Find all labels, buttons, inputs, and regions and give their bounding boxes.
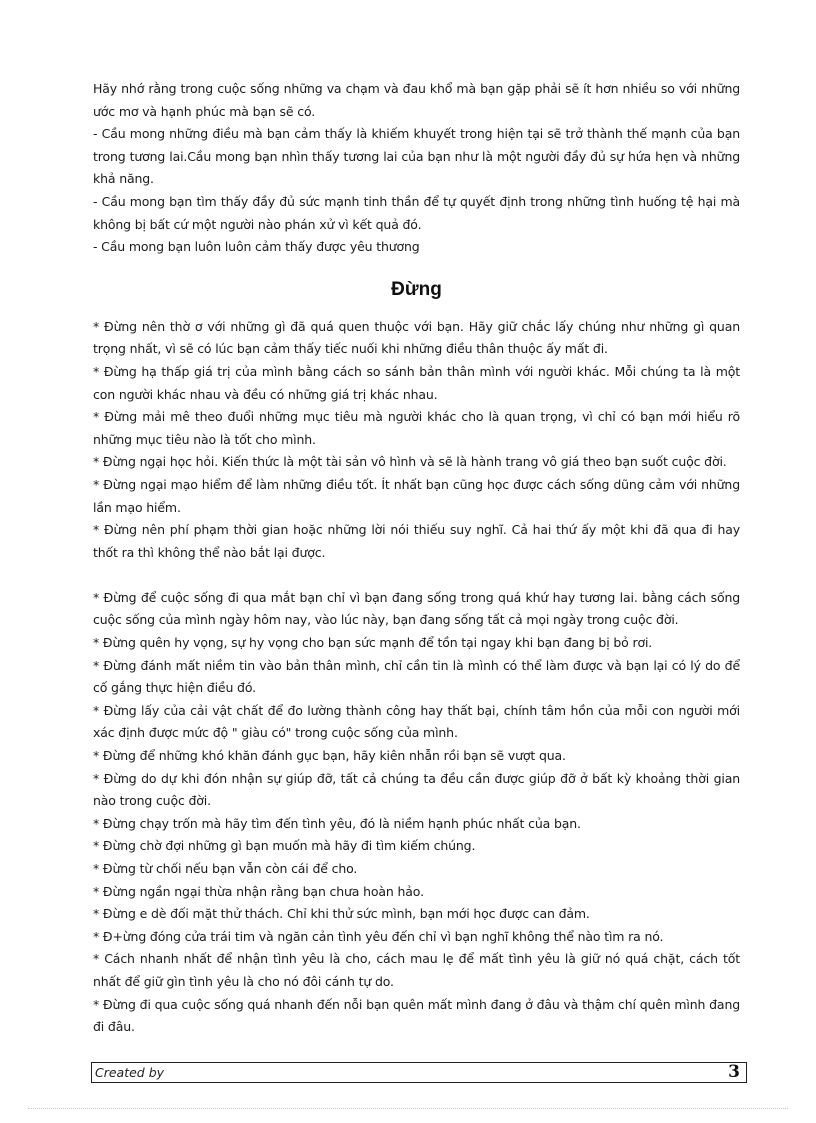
intro-paragraph: Hãy nhớ rằng trong cuộc sống những va chạm và đau khổ mà bạn gặp phải sẽ ít hơn nhiều so với những ước mơ và hạnh phúc mà bạn sẽ có. <box>93 81 740 119</box>
list-item: * Đừng lấy của cải vật chất để đo lường thành công hay thất bại, chính tâm hồn của mỗi con người mới xác định được mức độ " giàu có" trong cuộc sống của mình. <box>93 702 740 741</box>
page-bottom-divider <box>28 1108 788 1109</box>
list-item: * Đừng nên thờ ơ với những gì đã quá quen thuộc với bạn. Hãy giữ chắc lấy chúng như những gì quan trọng nhất, vì sẽ có lúc bạn cảm thấy tiếc nuối khi những điều thân thuộc ấy mất đi. <box>93 318 740 357</box>
page-number: 3 <box>728 1062 740 1082</box>
list-item: * Đừng đánh mất niềm tin vào bản thân mình, chỉ cần tin là mình có thể làm được và bạn lại có lý do để cố gắng thực hiện điều đó. <box>93 657 740 696</box>
section-title: Đừng <box>391 278 442 300</box>
list-item: * Đừng để cuộc sống đi qua mắt bạn chỉ vì bạn đang sống trong quá khứ hay tương lai. bằng cách sống cuộc sống của mình ngày hôm nay, vào lúc này, bạn đang sống tất cả mọi ngày trong cuộc đời. <box>93 589 740 628</box>
list-item: * Cách nhanh nhất để nhận tình yêu là cho, cách mau lẹ để mất tình yêu là giữ nó quá chặt, cách tốt nhất để giữ gìn tình yêu là cho nó đôi cánh tự do. <box>93 951 740 989</box>
list-item: * Đừng đi qua cuộc sống quá nhanh đến nỗi bạn quên mất mình đang ở đâu và thậm chí quên mình đang đi đâu. <box>93 996 740 1035</box>
intro-paragraph: - Cầu mong bạn luôn luôn cảm thấy được yêu thương <box>93 239 420 255</box>
page-footer <box>91 1062 747 1083</box>
list-item: * Đừng e dè đối mặt thử thách. Chỉ khi thử sức mình, bạn mới học được can đảm. <box>93 906 590 922</box>
intro-paragraph: - Cầu mong bạn tìm thấy đầy đủ sức mạnh tinh thần để tự quyết định trong những tình huống tệ hại mà không bị bất cứ một người nào phán xử vì kết quả đó. <box>93 193 740 232</box>
document-body <box>93 78 740 1039</box>
list-item: * Đừng chạy trốn mà hãy tìm đến tình yêu, đó là niềm hạnh phúc nhất của bạn. <box>93 815 581 831</box>
list-item: * Đừng hạ thấp giá trị của mình bằng cách so sánh bản thân mình với người khác. Mỗi chúng ta là một con người khác nhau và đều có những giá trị khác nhau. <box>93 363 740 402</box>
list-item: * Đừng để những khó khăn đánh gục bạn, hãy kiên nhẫn rồi bạn sẽ vượt qua. <box>93 748 566 764</box>
footer-created-by: Created by <box>95 1065 165 1080</box>
dont-list-part-2 <box>93 587 740 1039</box>
blank-line <box>93 564 740 587</box>
list-item: * Đừng do dự khi đón nhận sự giúp đỡ, tất cả chúng ta đều cần được giúp đỡ ở bất kỳ khoảng thời gian nào trong cuộc đời. <box>93 770 740 809</box>
list-item: * Đừng ngần ngại thừa nhận rằng bạn chưa hoàn hảo. <box>93 883 424 899</box>
list-item: * Đừng ngại học hỏi. Kiến thức là một tài sản vô hình và sẽ là hành trang vô giá theo bạn suốt cuộc đời. <box>93 454 727 470</box>
dont-list-part-1 <box>93 316 740 565</box>
list-item: * Đừng mải mê theo đuổi những mục tiêu mà người khác cho là quan trọng, vì chỉ có bạn mới hiểu rõ những mục tiêu nào là tốt cho mình. <box>93 409 740 447</box>
intro-paragraph: - Cầu mong những điều mà bạn cảm thấy là khiếm khuyết trong hiện tại sẽ trở thành thế mạnh của bạn trong tương lai.Cầu mong bạn nhìn thấy tương lai của bạn như là một người đầy đủ sự hứa hẹn và những khả năng. <box>93 126 740 187</box>
list-item: * Đừng nên phí phạm thời gian hoặc những lời nói thiếu suy nghĩ. Cả hai thứ ấy một khi đã qua đi hay thốt ra thì không thể nào bắt lại được. <box>93 522 740 560</box>
list-item: * Đừng chờ đợi những gì bạn muốn mà hãy đi tìm kiếm chúng. <box>93 838 476 854</box>
intro-section <box>93 78 740 259</box>
list-item: * Đừng từ chối nếu bạn vẫn còn cái để cho. <box>93 861 358 876</box>
list-item: * Đừng quên hy vọng, sự hy vọng cho bạn sức mạnh để tồn tại ngay khi bạn đang bị bỏ rơi. <box>93 635 653 651</box>
list-item: * Đừng ngại mạo hiểm để làm những điều tốt. Ít nhất bạn cũng học được cách sống dũng cảm với những lần mạo hiểm. <box>93 476 740 515</box>
list-item: * Đ+ừng đóng cửa trái tim và ngăn cản tình yêu đến chỉ vì bạn nghĩ không thể nào tìm ra nó. <box>93 928 664 944</box>
